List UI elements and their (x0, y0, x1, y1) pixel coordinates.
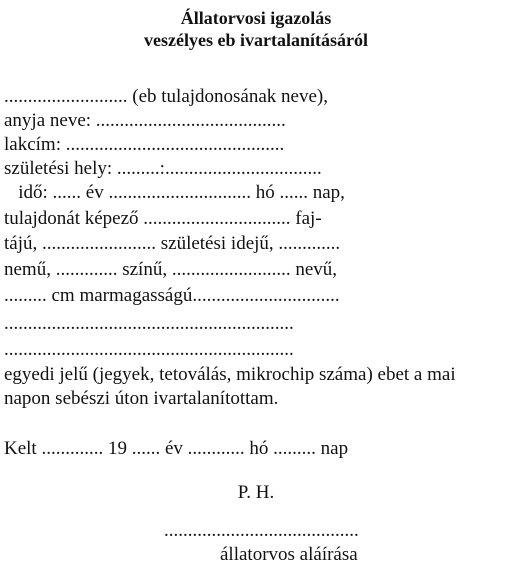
statement-line: napon sebészi úton ivartalanítottam. (4, 388, 279, 409)
sex-color-name-line: nemű, ............. színű, ......................... nevű, (4, 259, 338, 280)
birthdate-line: idő: ...... év .............................. hó ...... nap, (4, 182, 345, 203)
signature-line: ......................................... (164, 520, 359, 541)
owner-name-line: .......................... (eb tulajdonosának neve), (4, 86, 328, 107)
ownership-line: tulajdonát képező ............................... faj- (4, 208, 322, 229)
identification-line: egyedi jelű (jegyek, tetoválás, mikrochip száma) ebet a mai (4, 364, 456, 385)
stamp-placeholder: P. H. (237, 482, 275, 503)
document-title: Állatorvosi igazolás (180, 8, 332, 28)
birthplace-line: születési hely: .........:................................. (4, 158, 322, 179)
mother-name-line: anyja neve: ........................................ (4, 110, 286, 131)
breed-line: tájú, ........................ születési idejű, ............. (4, 233, 341, 254)
height-line: ......... cm marmagasságú............................... (4, 285, 340, 306)
address-line: lakcím: .............................................. (4, 134, 285, 155)
document-subtitle: veszélyes eb ivartalanításáról (144, 30, 368, 50)
signature-label: állatorvos aláírása (220, 544, 358, 565)
date-line: Kelt ............. 19 ...... év ............ hó ......... nap (4, 438, 349, 459)
blank-line-2: ............................................................. (4, 339, 294, 360)
blank-line-1: ............................................................. (4, 313, 294, 334)
